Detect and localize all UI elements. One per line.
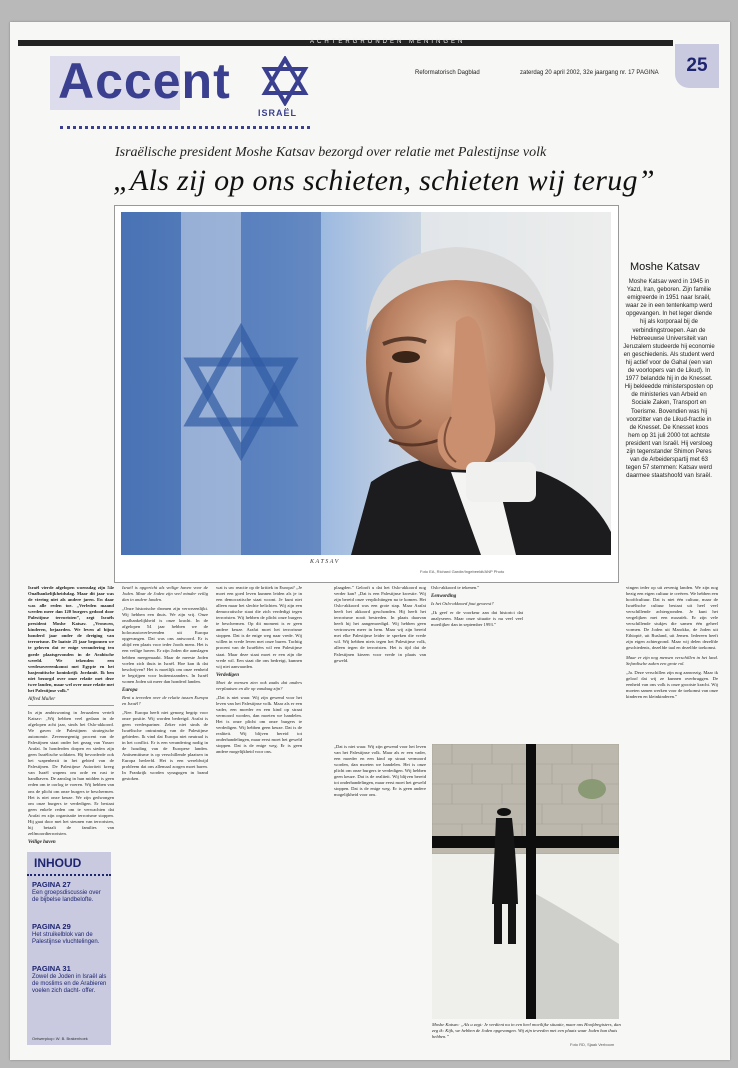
column-text: wat is uw reactie op de kritiek in Europa? „Je moet een goed leven kunnen leiden als je in een democratische staat woont. Je kunt niet alleen maar het slechte belichten. Wij zijn een democratische staat die zich verdedigt tegen terroristen. Wij hebben de plicht onze burgers te beschermen. Op dit moment is er geen andere keuze. Arafat moet het terrorisme stoppen. Dat is de enige weg naar vrede. Wij willen in vrede leven met onze buren. Tachtig procent van de Israëliërs wil een Palestijnse staat. Maar deze staat moet er een zijn die vrede wil. Een staat die ons bedreigt, kunnen wij niet aanvaarden. [216, 585, 302, 669]
star-of-david-icon [260, 56, 310, 106]
paper-name: Reformatorisch Dagblad [415, 70, 480, 76]
dotted-divider [60, 126, 310, 129]
section-label: ACHTERGRONDEN MENINGEN [310, 39, 466, 45]
contents-page-ref: PAGINA 29 [32, 922, 71, 931]
question: Maar er zijn nog mensen verschillen in het land. Sefardische zaken een grote rol. [626, 654, 718, 666]
article-kicker: Israëlische president Moshe Katsav bezorgd over relatie met Palestijnse volk [115, 145, 547, 160]
portrait-photo [121, 212, 611, 555]
subheading: Verdedigen [216, 672, 240, 678]
article-column-4 [334, 585, 426, 735]
israel-label: ISRAËL [258, 108, 298, 118]
contents-item-text: Een groepsdiscussie over de bijbelse landbelofte. [32, 890, 101, 904]
section-title: Accent [58, 53, 231, 109]
subheading: Europa [122, 687, 138, 693]
column-text: „Dat is niet waar. Wij zijn gewend voor het leven van het Palestijnse volk. Maar als er een vader, een moeder en een kind op straat vermoord worden, dan moeten we handelen. Het is onze plicht om onze burgers te verdedigen. Wij hebben geen keuze. Dat is de realiteit. Wij blijven bereid tot onderhandelingen, maar eerst moet het geweld stoppen. Dat is de enige weg. Er is geen andere mogelijkheid voor ons. [216, 694, 302, 755]
contents-page-ref: PAGINA 27 [32, 880, 71, 889]
article-column-5 [431, 585, 523, 735]
article-lead: Israël vierde afgelopen woensdag zijn 54e Onafhankelijkheidsdag. Maar dit jaar was de viering niet als andere jaren. En daar was alle reden toe. „Verleden maand werden meer dan 120 burgers gedood door Palestijnse terroristen”, zegt Israëls president Moshe Katsav. „Vrouwen, kinderen, bejaarden. We leven al bijna honderd jaar onder de dreiging van terrorisme. De laatste 25 jaar begonnen we te geloven dat er enige verandering ten goede plaatsgevonden in de Arabische wereld. We tekenden een vredesovereenkomst met Egypte en het hasjemitische koninkrijk Jordanië. Ik ben niet bezorgd over onze relatie met deze twee landen, maar wel over onze relatie met het Palestijnse volk.” [28, 585, 114, 693]
article-column-2 [122, 585, 208, 1045]
column-text: „Dat is niet waar. Wij zijn gewend voor het leven van het Palestijnse volk. Maar als er een vader, een moeder en een kind op straat vermoord worden, dan moeten we handelen. Het is onze plicht om onze burgers te verdedigen. Wij hebben geen keuze. Dat is de realiteit. Wij blijven bereid tot onderhandelingen, maar eerst moet het geweld stoppen. Dat is de enige weg. Er is geen andere mogelijkheid voor ons. [334, 744, 426, 798]
column-text: In zijn ambtswoning in Jeruzalem vertelt Katsav: „Wij hebben veel gedaan in de afgelopen acht jaar, sinds het Oslo-akkoord. We gaven de Palestijnen strategische autonomie. Zevennegentig procent van de Palestijnen staat onder het gezag van Yasser Arafat. In honderden dorpen en steden zijn geen Israëlische soldaten. Hij bevorderde ook het wapenbezit in het gebied van de Palestijnen. De Palestijnse Autoriteit kreeg van Israël wapens om orde en rust te handhaven. De aanslag in hun midden is geen reden om te oorlog te voeren. Wij hebben van ons de plicht om onze burgers te beschermen. Het is niet onze keuze. We zijn gedwongen om onze burgers te verdedigen. Er bestaat geen enkele reden om te verwachten dat Arafat en zijn organisatie terrorisme stoppen. Hij gaat door met het steunen van terroristen, hij betaalt de families van zelfmoordterroristen. [28, 709, 114, 836]
question: Israël is opgericht als veilige haven voor de Joden. Maar de Joden zijn veel minder veilig dan in andere landen. [122, 585, 208, 603]
article-headline: „Als zij op ons schieten, schieten wij terug” [113, 164, 655, 197]
question: Bent u tevreden over de relatie tussen Europa en Israël? [122, 694, 208, 706]
article-column-3 [216, 585, 302, 1045]
column-text: plaagden.” Gelooft u dat het Oslo-akkoord nog verder kan? „Dat is een Palestijnse kwestie. Wij zijn bereid onze verplichtingen na te komen. Het Oslo-akkoord was een grote stap. Maar Arafat heeft het akkoord geschonden. Hij heeft het terrorisme nooit bestreden. In plaats daarvan heeft hij het aangemoedigd. Wij hebben geen vertrouwen meer in hem. Maar wij zijn bereid met elke Palestijnse leider te spreken die vrede wil. Wij hebben niets tegen het Palestijnse volk, alleen tegen de terroristen. Het is tijd dat de Palestijnen kiezen voor vrede in plaats van geweld. [334, 585, 426, 663]
subheading: Veilige haven [28, 839, 56, 845]
question: Is het Oslo-akkoord fout geweest? [431, 601, 494, 607]
article-column-4-lower [334, 744, 426, 1044]
article-column-6 [626, 585, 718, 1045]
photo-caption: KATSAV [310, 559, 340, 565]
article-column-1 [28, 585, 114, 847]
design-credit: Ontwerpkop: W. B. Brakenhoek [32, 1036, 88, 1041]
byline: Alfred Muller [28, 697, 114, 706]
subheading: Eenwording [431, 594, 457, 600]
column-text: Oslo-akkoord te tekenen.” [431, 585, 480, 590]
contents-page-ref: PAGINA 31 [32, 964, 71, 973]
photo2-caption: Moshe Katsav: „Als u zegt: Je verdient nu in een heel moeilijke situatie, maar ons Hoofdregisters, dan zeg ik: Kijk, we hebben de Joden opgevangen. Wij zijn tevreden met een plaats waar Joden hun thuis hebben.” [432, 1022, 621, 1039]
contents-rule [27, 874, 111, 876]
page-number: 25 [675, 44, 719, 88]
newspaper-page [10, 22, 730, 1060]
column-text: vingen ieder op uit zevenig landen. We zijn nog bezig een eigen cultuur te creëren. We hebben een hoofdcultuur. Dat is niet één cultuur, maar de Israëlische cultuur bestaat uit heel veel verschillende achtergronden. Je kunt het vergelijken met een mozaïek. Er zijn vele verschillende stukjes die samen één geheel vormen. De Joden uit Marokko, de Joden uit Ethiopië, uit Rusland, uit Jemen. Iedereen heeft zijn eigen achtergrond. Maar wij delen dezelfde geschiedenis, dezelfde taal en dezelfde toekomst. [626, 585, 718, 651]
contents-item-text: Het struikelblok van de Palestijnse vluchtelingen. [32, 932, 100, 946]
photo2-credit: Foto RD, Sjaak Verboom [570, 1042, 615, 1047]
question: Moet de mensen zien ook zaaks dat anders verplaatsen en die op vandaag zijn? [216, 679, 302, 691]
contents-title: INHOUD [34, 856, 82, 870]
column-text: „Ik geef er de voorkeur aan dat historici dat analyseren. Maar onze situatie is nu veel veel moeilijker dan in september 1993.” [431, 610, 523, 628]
bio-text: Moshe Katsav werd in 1945 in Yazd, Iran, geboren. Zijn familie emigreerde in 1951 naar Israël, waar ze in een tentenkamp werd opgevangen. In het leger diende hij als korporaal bij de verbindingstroepen. Aan de Hebreeuwse Universiteit van Jeruzalem studeerde hij economie en geschiedenis. Als student werd hij actief voor de Gahal (een van de voorlopers van de Likud). In 1977 belandde hij in de Knesset. Hij bekleedde ministersposten op de ministeries van Arbeid en Sociale Zaken, Transport en Toerisme. Bovendien was hij voorzitter van de Likud-fractie in de Knesset. De Knesset koos hem op 31 juli 2000 tot achtste president van Israël. Hij versloeg zijn tegenstander Shimon Peres van de Arbeiderspartij met 63 tegen 57 stemmen: Katsav werd daarmee staatshoofd van Israël. [623, 279, 715, 480]
contents-item-text: Zowel de Joden in Israël als de moslims en de Arabieren voelen zich dacht- offer. [32, 974, 107, 995]
column-text: „Ja. Deze verschillen zijn nog aanwezig. Maar ik geloof dat wij ze kunnen overbruggen. De eenheid van ons volk is onze grootste kracht. Wij moeten samen werken voor de toekomst van onze kinderen en kleinkinderen.” [626, 669, 718, 699]
photo-credit: Foto EA, Richard Gardie/Ingebeeldt/ANP Photo [420, 569, 505, 574]
column-text: „Onze historische dromen zijn verwezenlijkt. Wij hebben een thuis. We zijn vrij. Onze onafhankelijkheid is onze kracht. In de afgelopen 54 jaar hebben we de holocaustoverlevenden uit Europa opgevangen. Dat was ons antwoord. Er is altijd een plaats voor ieder Joods mens. Het is een veilige haven. Er zijn Joden die aanslagen hebben meegemaakt. Maar de meeste Joden voelen zich thuis in Israël. Hoe kan ik dat beschrijven? Het is moeilijk om onze eenheid te begrijpen voor buitenstaanders. In Israël wonen Joden uit meer dan honderd landen. [122, 606, 208, 684]
issue-line: zaterdag 20 april 2002, 32e jaargang nr. 17 PAGINA [520, 70, 659, 76]
bio-title: Moshe Katsav [630, 261, 700, 273]
wailing-wall-photo [432, 744, 619, 1019]
column-text: „Nee. Europa heeft niet genoeg begrip voor onze positie. Wij worden bedreigd. Arafat is geen vredespartner. Zeker niet sinds de Israëlische ontruiming van de Palestijnse gebieden. Ik vind dat Europa niet neutraal is in het conflict. Er is een verandering nodig in de houding van de Europese landen. Antisemitisme is op verschillende plaatsen in Europa herleefd. Het is een wereldwijd probleem dat ons allemaal zorgen moet baren. In Frankrijk worden synagogen in brand gestoken. [122, 709, 208, 782]
